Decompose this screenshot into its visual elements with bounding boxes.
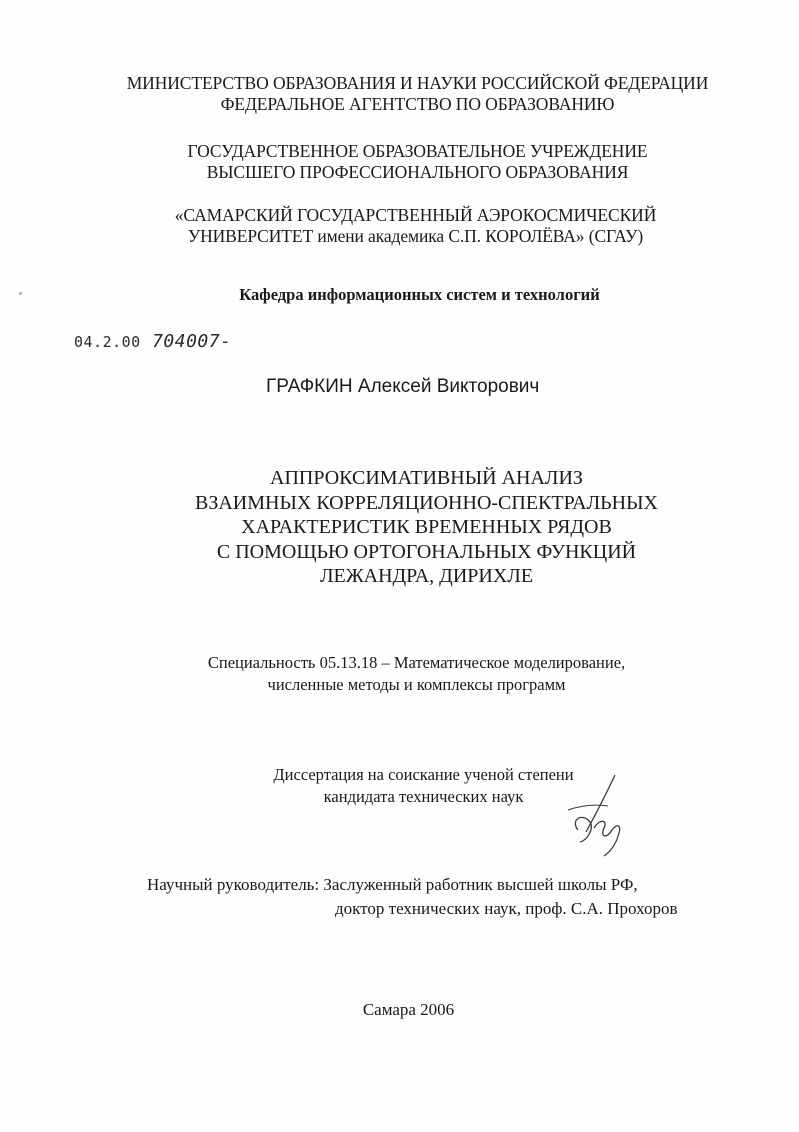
advisor-line-2: доктор технических наук, проф. С.А. Прохоров xyxy=(335,899,678,918)
degree-line-1: Диссертация на соискание ученой степени xyxy=(273,765,574,784)
title-line-2: ВЗАИМНЫХ КОРРЕЛЯЦИОННО-СПЕКТРАЛЬНЫХ xyxy=(194,491,658,514)
degree-text xyxy=(24,764,799,808)
registration-stamp xyxy=(74,331,231,352)
dissertation-title xyxy=(27,466,799,589)
city-year: Самара 2006 xyxy=(362,1000,455,1019)
handwritten-signature xyxy=(560,770,640,860)
university-line-1: «САМАРСКИЙ ГОСУДАРСТВЕННЫЙ АЭРОКОСМИЧЕСКИЙ xyxy=(174,205,657,225)
ministry-line-2: ФЕДЕРАЛЬНОЕ АГЕНТСТВО ПО ОБРАЗОВАНИЮ xyxy=(220,94,615,114)
degree-line-2: кандидата технических наук xyxy=(323,787,524,806)
ministry-header xyxy=(18,73,799,115)
stamp-number: 704007- xyxy=(152,331,232,352)
title-line-3: ХАРАКТЕРИСТИК ВРЕМЕННЫХ РЯДОВ xyxy=(241,516,612,538)
specialty-text xyxy=(17,652,799,696)
ministry-line-1: МИНИСТЕРСТВО ОБРАЗОВАНИЯ И НАУКИ РОССИЙСКОЙ ФЕДЕРАЦИИ xyxy=(126,73,709,93)
author-name: ГРАФКИН Алексей Викторович xyxy=(266,376,540,397)
stamp-code: 04.2.00 xyxy=(74,333,141,351)
scientific-advisor xyxy=(147,873,678,921)
title-line-4: С ПОМОЩЬЮ ОРТОГОНАЛЬНЫХ ФУНКЦИЙ xyxy=(216,540,637,563)
institution-line-1: ГОСУДАРСТВЕННОЕ ОБРАЗОВАТЕЛЬНОЕ УЧРЕЖДЕНИЕ xyxy=(187,141,648,161)
title-line-1: АППРОКСИМАТИВНЫЙ АНАЛИЗ xyxy=(270,467,583,489)
specialty-line-2: численные методы и комплексы программ xyxy=(267,675,566,694)
institution-line-2: ВЫСШЕГО ПРОФЕССИОНАЛЬНОГО ОБРАЗОВАНИЯ xyxy=(206,162,629,182)
department-name: Кафедра информационных систем и технологий xyxy=(239,285,600,304)
advisor-line-1: Научный руководитель: Заслуженный работник высшей школы РФ, xyxy=(147,875,638,894)
university-line-2: УНИВЕРСИТЕТ имени академика С.П. КОРОЛЁВА» (СГАУ) xyxy=(187,226,644,246)
title-line-5: ЛЕЖАНДРА, ДИРИХЛЕ xyxy=(319,565,534,587)
university-header xyxy=(16,205,799,247)
institution-header xyxy=(18,141,799,183)
specialty-line-1: Специальность 05.13.18 – Математическое моделирование, xyxy=(207,653,626,672)
